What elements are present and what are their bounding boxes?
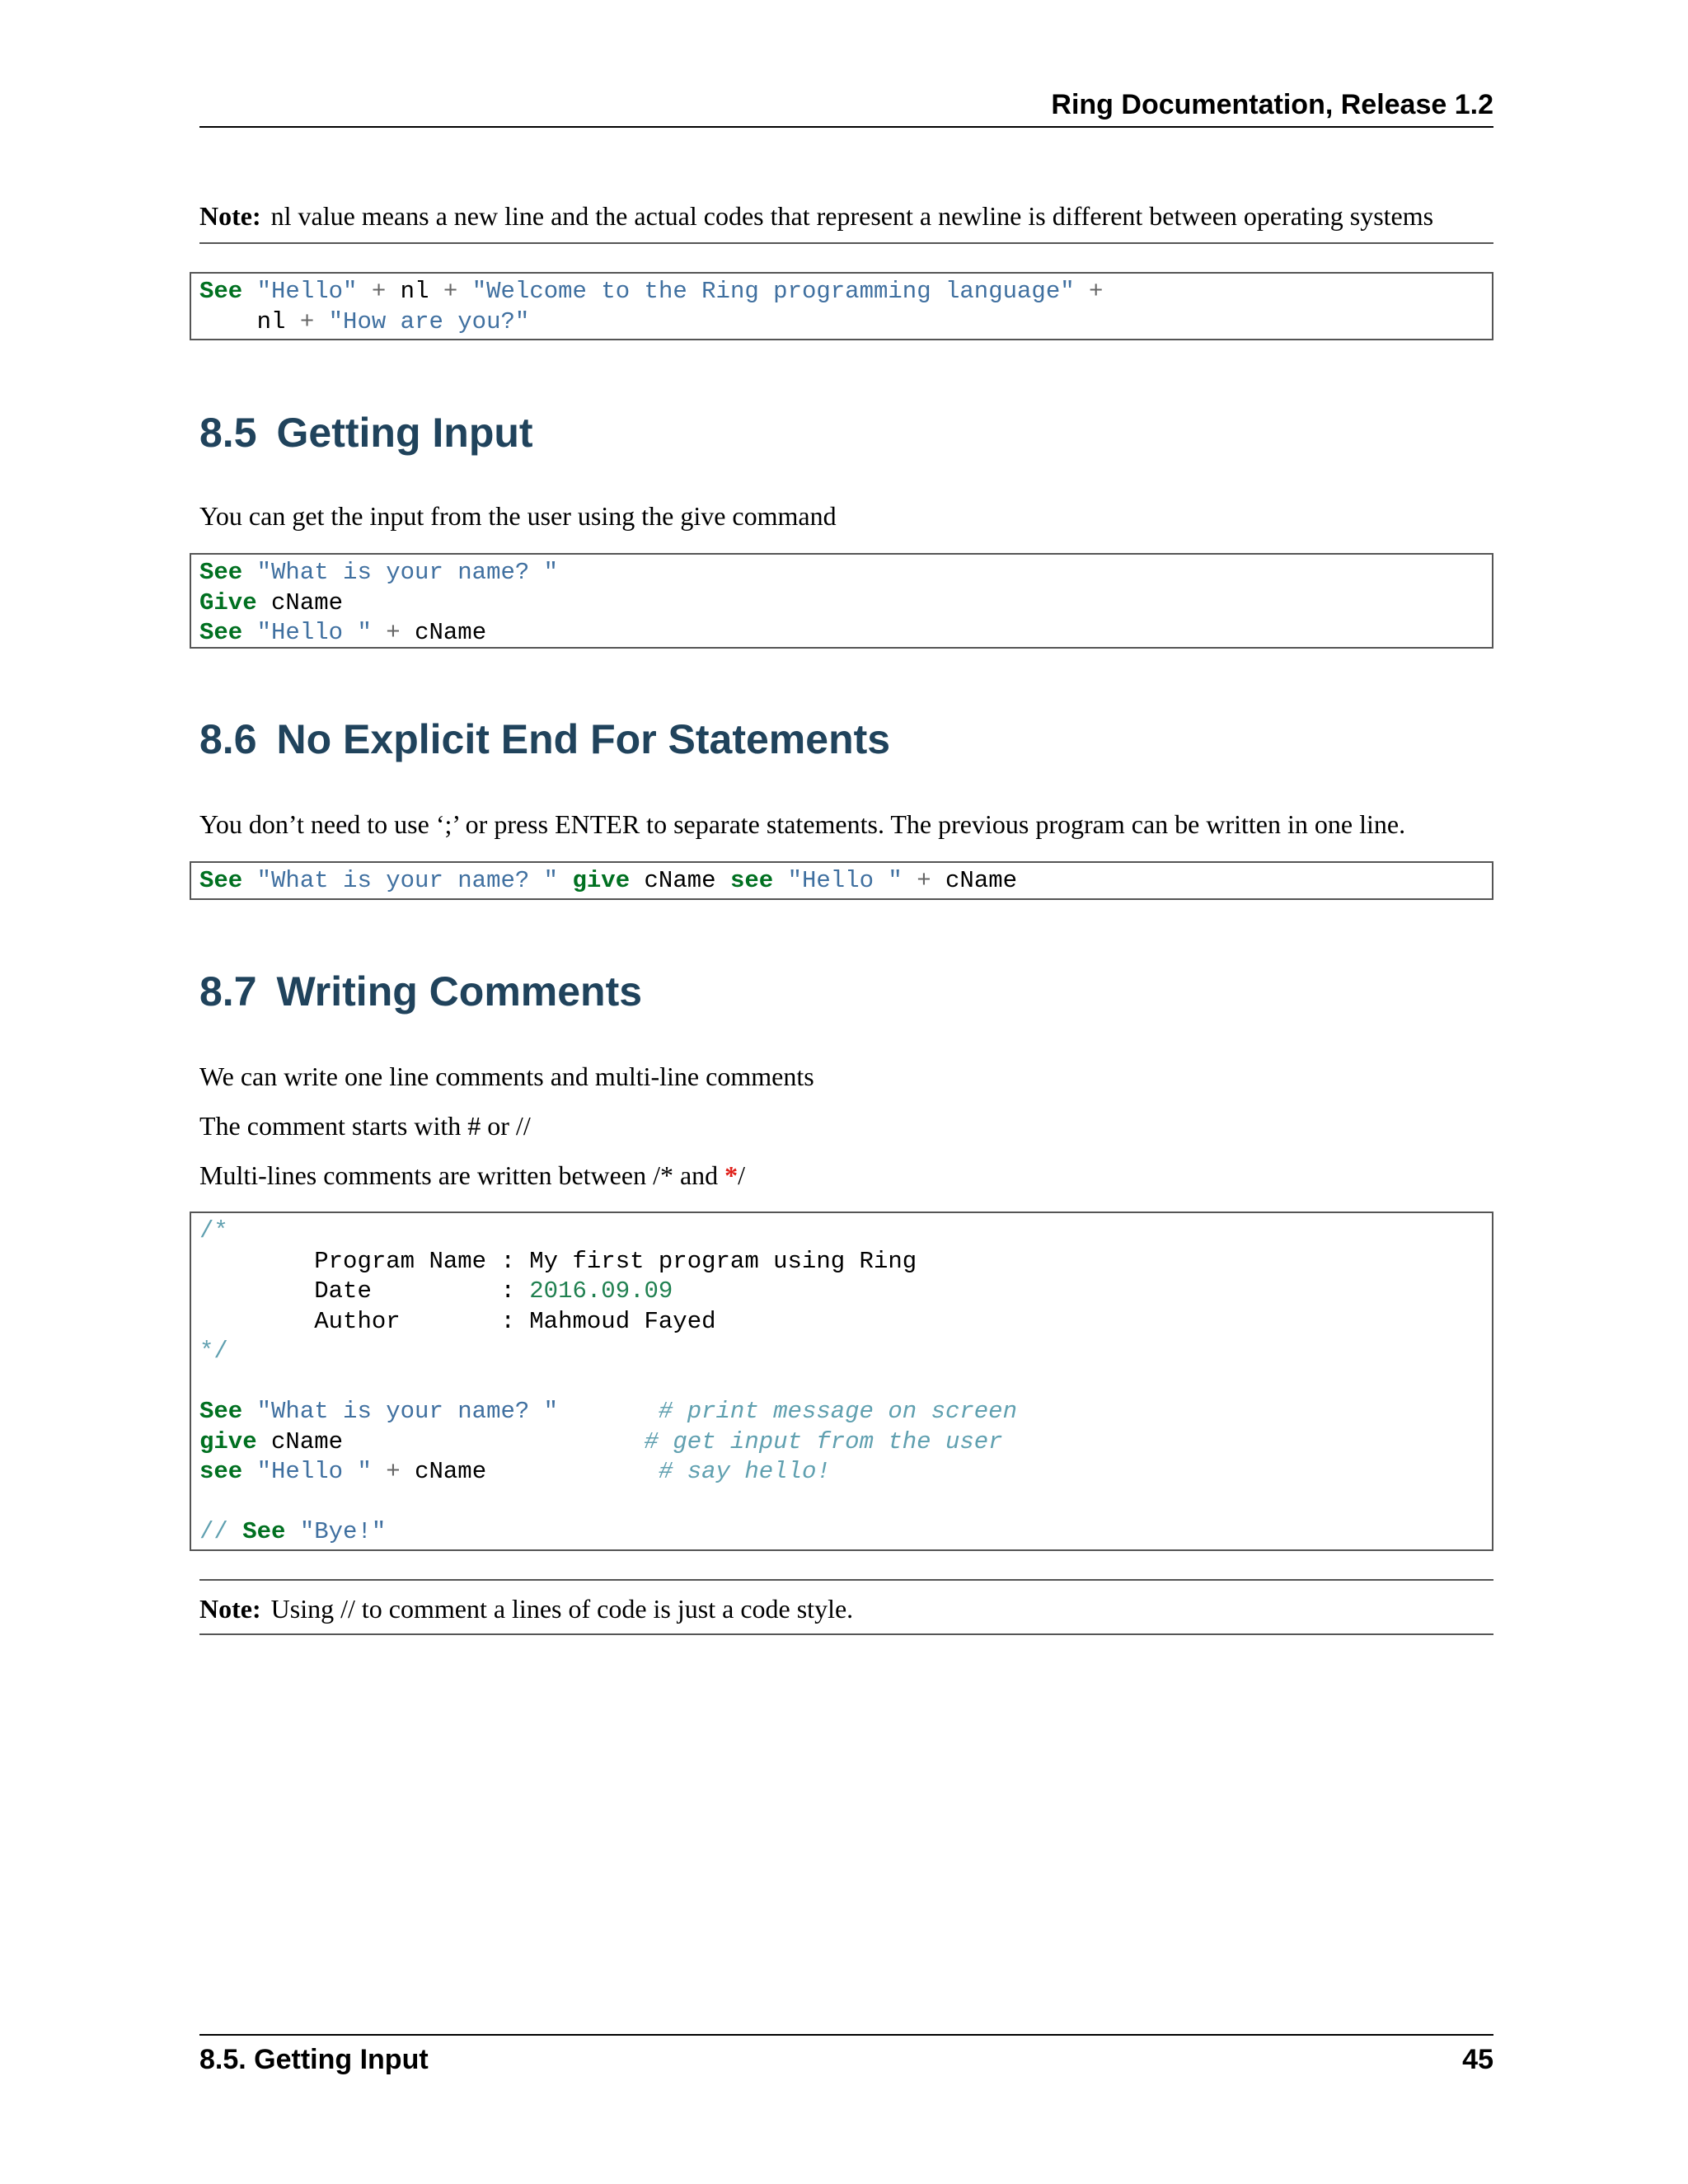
- paragraph-comment-types: We can write one line comments and multi-line comments: [199, 1062, 814, 1091]
- running-header: Ring Documentation, Release 1.2: [199, 89, 1493, 128]
- code-keyword: See: [199, 619, 243, 646]
- running-footer: [199, 2034, 1493, 2076]
- code-string: "What is your name? ": [256, 559, 559, 586]
- section-heading-no-explicit-end: [199, 715, 890, 763]
- note-label: Note:: [199, 201, 261, 231]
- code-keyword: see: [199, 1458, 243, 1485]
- emphasis-asterisk: *: [724, 1160, 738, 1190]
- code-identifier: cName: [945, 867, 1018, 894]
- code-identifier: cName: [271, 588, 344, 616]
- paragraph-separate-statements: You don’t need to use ‘;’ or press ENTER to separate statements. The previous program can be written in one line.: [199, 809, 1406, 839]
- code-keyword: Give: [199, 588, 257, 616]
- code-block-hello: [190, 272, 1493, 340]
- code-number: 2016.09.09: [529, 1277, 673, 1305]
- code-identifier: cName: [644, 867, 716, 894]
- section-title: Writing Comments: [276, 968, 643, 1015]
- code-keyword: See: [199, 559, 243, 586]
- code-string: "Welcome to the Ring programming language": [471, 278, 1075, 305]
- paragraph-give-command: You can get the input from the user using the give command: [199, 501, 837, 531]
- page-number: 45: [1462, 2044, 1493, 2075]
- code-string: "What is your name? ": [256, 867, 559, 894]
- note-text: Using // to comment a lines of code is just a code style.: [270, 1594, 854, 1624]
- note-code-style: [199, 1579, 1493, 1635]
- code-string: "Bye!": [299, 1518, 387, 1545]
- code-identifier: cName: [415, 619, 487, 646]
- code-block-one-line: [190, 861, 1493, 900]
- text-segment: Multi-lines comments are written between /* and: [199, 1160, 725, 1190]
- paragraph-multiline-comments: [199, 1160, 745, 1191]
- code-operator: +: [386, 1458, 401, 1485]
- code-keyword: See: [242, 1518, 286, 1545]
- section-title: Getting Input: [276, 410, 533, 456]
- code-comment-text: Program Name : My first program using Ring: [314, 1247, 917, 1275]
- code-string: "Hello ": [256, 619, 372, 646]
- section-heading-writing-comments: [199, 968, 642, 1015]
- code-operator: +: [299, 307, 315, 335]
- code-comment: # print message on screen: [658, 1398, 1017, 1425]
- code-operator: +: [386, 619, 401, 646]
- code-block-give: [190, 553, 1493, 649]
- code-comment-text: Author : Mahmoud Fayed: [314, 1307, 716, 1335]
- paragraph-comment-start: The comment starts with # or //: [199, 1111, 531, 1141]
- code-keyword: give: [572, 867, 631, 894]
- note-text: nl value means a new line and the actual codes that represent a newline is different between operating systems: [270, 201, 1434, 231]
- code-identifier: cName: [415, 1458, 487, 1485]
- code-comment-text: Date :: [314, 1277, 530, 1305]
- code-string: "How are you?": [328, 307, 530, 335]
- code-operator: +: [1089, 278, 1104, 305]
- code-string: "Hello ": [256, 1458, 372, 1485]
- code-comment: //: [199, 1518, 228, 1545]
- code-comment: */: [199, 1338, 228, 1365]
- code-identifier: cName: [271, 1427, 344, 1455]
- note-newline: [199, 199, 1493, 244]
- code-keyword: give: [199, 1427, 257, 1455]
- code-string: "Hello": [256, 278, 358, 305]
- section-number: 8.6: [199, 716, 257, 762]
- code-operator: +: [917, 867, 931, 894]
- section-title: No Explicit End For Statements: [276, 716, 891, 762]
- note-label: Note:: [199, 1594, 261, 1624]
- code-comment: # say hello!: [658, 1458, 831, 1485]
- code-keyword: See: [199, 1398, 243, 1425]
- code-keyword: See: [199, 867, 243, 894]
- code-keyword: see: [729, 867, 774, 894]
- text-segment: /: [738, 1160, 746, 1190]
- code-identifier: nl: [256, 307, 286, 335]
- code-keyword: See: [199, 278, 243, 305]
- code-operator: +: [371, 278, 387, 305]
- code-string: "What is your name? ": [256, 1398, 559, 1425]
- code-identifier: nl: [400, 278, 429, 305]
- code-comment: # get input from the user: [644, 1427, 1003, 1455]
- code-operator: +: [443, 278, 458, 305]
- section-number: 8.5: [199, 410, 257, 456]
- code-comment: /*: [199, 1217, 228, 1244]
- section-heading-getting-input: [199, 409, 533, 457]
- code-string: "Hello ": [787, 867, 903, 894]
- section-number: 8.7: [199, 968, 257, 1015]
- code-block-comments: [190, 1212, 1493, 1551]
- footer-section: 8.5. Getting Input: [199, 2044, 429, 2075]
